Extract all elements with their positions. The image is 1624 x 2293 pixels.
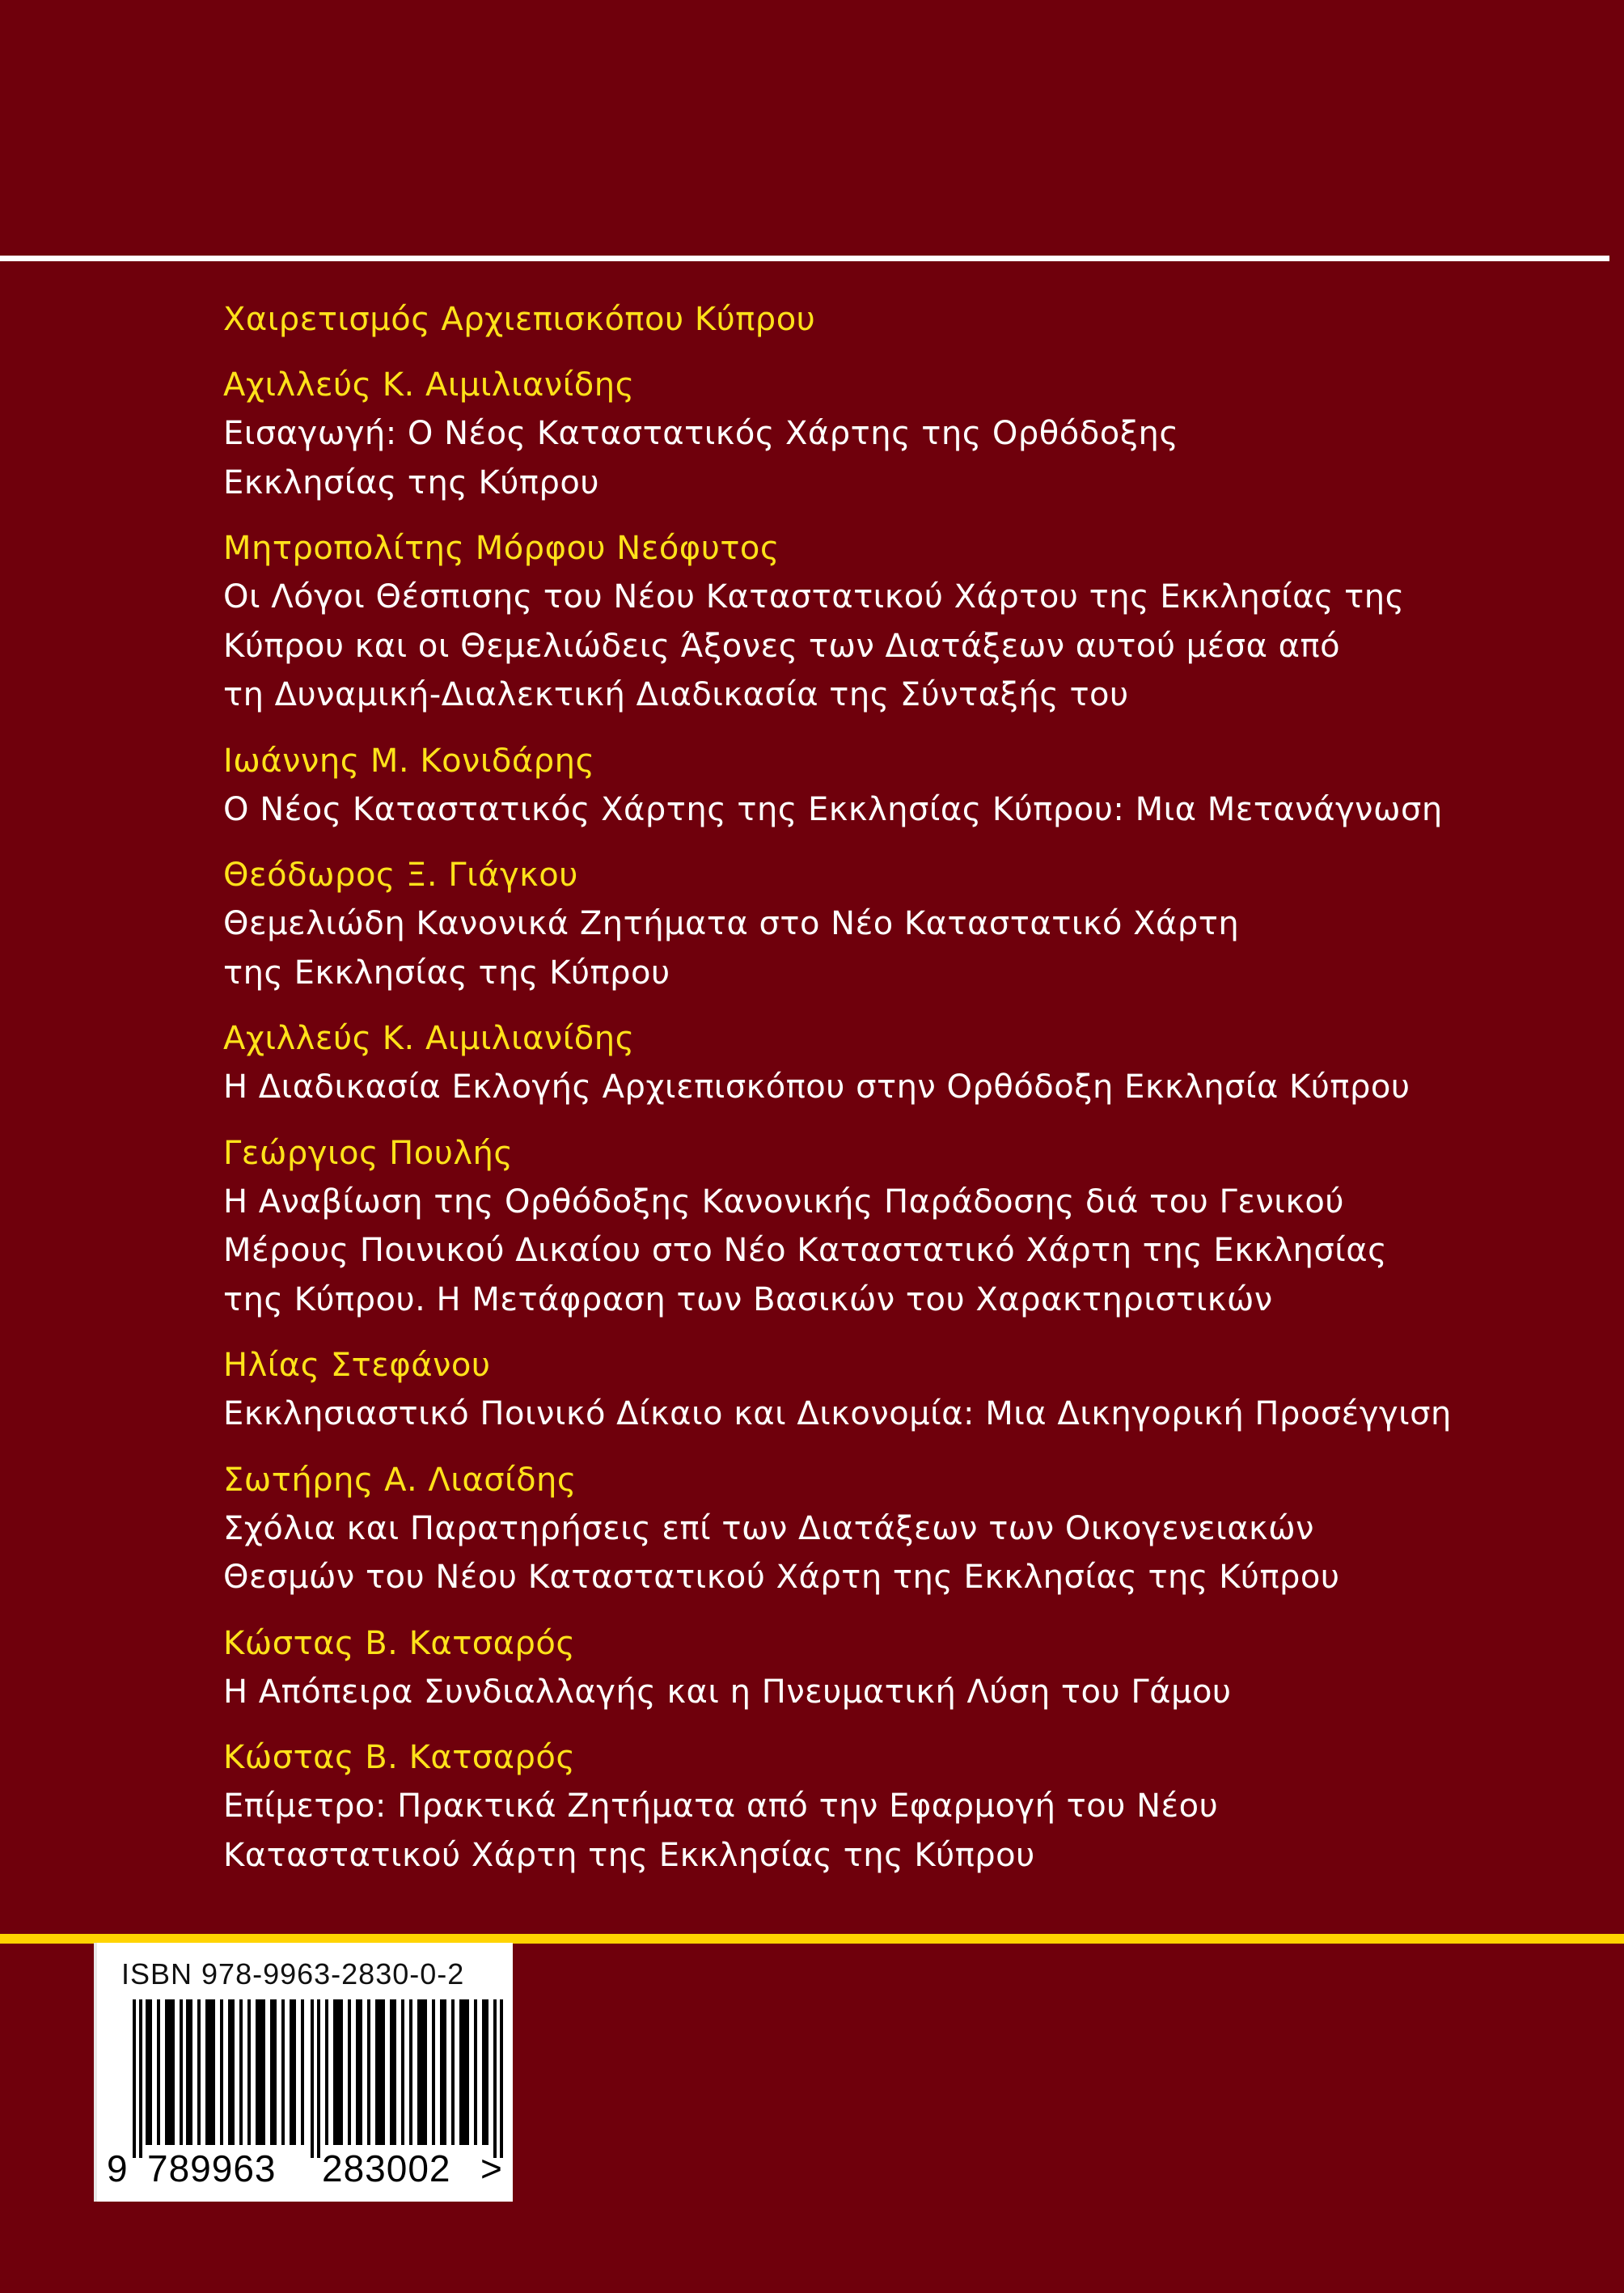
barcode-bar [228, 1999, 235, 2145]
top-rule [0, 256, 1609, 261]
entry-author: Ηλίας Στεφάνου [223, 1347, 491, 1384]
toc-entry [223, 1619, 1590, 1717]
barcode-bar [256, 1999, 265, 2145]
barcode-bar [317, 1999, 320, 2158]
barcode-bar [197, 1999, 201, 2145]
barcode-bar [325, 1999, 328, 2145]
barcode-bar [290, 1999, 296, 2145]
entry-title: Η Απόπειρα Συνδιαλλαγής και η Πνευματική Λύση του Γάμου [223, 1673, 1232, 1711]
barcode-bar [451, 1999, 455, 2145]
entry-title: Θεμελιώδη Κανονικά Ζητήματα στο Νέο Καταστατικό Χάρτη της Εκκλησίας της Κύπρου [223, 905, 1240, 992]
barcode-bar [500, 1999, 503, 2158]
barcode-bar [390, 1999, 396, 2145]
barcode-bar [157, 1999, 160, 2145]
barcode-panel [94, 1943, 513, 2202]
toc-entry [223, 361, 1590, 507]
barcode-bar [165, 1999, 175, 2145]
toc-entry [223, 524, 1590, 720]
barcode-bar [367, 1999, 370, 2145]
entry-title: Η Διαδικασία Εκλογής Αρχιεπισκόπου στην Ορθόδοξη Εκκλησία Κύπρου [223, 1068, 1410, 1106]
barcode-bar [186, 1999, 192, 2145]
barcode-arrow: > [480, 2147, 503, 2189]
barcode-digits-left: 789963 [147, 2147, 277, 2189]
barcode-bar [205, 1999, 215, 2145]
barcode-bar [239, 1999, 243, 2145]
barcode-bar [139, 1999, 142, 2158]
entry-author: Σωτήρης Α. Λιασίδης [223, 1461, 577, 1499]
entry-title: Σχόλια και Παρατηρήσεις επί των Διατάξεων των Οικογενειακών Θεσμών του Νέου Καταστατικού Χάρτη της Εκκλησίας της Κύπρου [223, 1509, 1340, 1596]
entry-author: Αχιλλεύς Κ. Αιμιλιανίδης [223, 1020, 635, 1057]
entry-title: Οι Λόγοι Θέσπισης του Νέου Καταστατικού Χάρτου της Εκκλησίας της Κύπρου και οι Θεμελιώδεις Άξονες των Διατάξεων αυτού μέσα από τη Δυναμική-Διαλεκτική Διαδικασία της Σύνταξής του [223, 578, 1405, 713]
toc-entry [223, 1456, 1590, 1602]
entry-author: Κώστας Β. Κατσαρός [223, 1739, 576, 1776]
toc-entry [223, 1341, 1590, 1439]
barcode-bars [133, 1999, 501, 2145]
barcode-bar [220, 1999, 223, 2145]
barcode-bar [247, 1999, 251, 2145]
entry-title: Ο Νέος Καταστατικός Χάρτης της Εκκλησίας Κύπρου: Μια Μετανάγνωση [223, 790, 1443, 828]
barcode-bar [356, 1999, 362, 2145]
toc-entry [223, 1014, 1590, 1112]
barcode-bar [440, 1999, 446, 2145]
barcode-bar [459, 1999, 469, 2145]
barcode-bar [311, 1999, 314, 2158]
entry-author: Ιωάννης Μ. Κονιδάρης [223, 742, 595, 780]
barcode-digit-first: 9 [107, 2147, 129, 2189]
barcode-bar [333, 1999, 343, 2145]
barcode-digits-right: 283002 [322, 2147, 451, 2189]
greeting-heading: Χαιρετισμός Αρχιεπισκόπου Κύπρου [223, 301, 816, 338]
barcode-bar [348, 1999, 351, 2145]
entry-author: Γεώργιος Πουλής [223, 1134, 514, 1172]
toc-entry [223, 1129, 1590, 1325]
barcode-bar [401, 1999, 404, 2145]
toc-entry [223, 1733, 1590, 1880]
barcode-bar [432, 1999, 435, 2145]
entry-author: Θεόδωρος Ξ. Γιάγκου [223, 857, 578, 894]
barcode-bar [133, 1999, 136, 2158]
entry-title: Εισαγωγή: Ο Νέος Καταστατικός Χάρτης της Ορθόδοξης Εκκλησίας της Κύπρου [223, 415, 1179, 501]
barcode-bar [146, 1999, 152, 2145]
barcode-bar [270, 1999, 277, 2145]
barcode-bar [281, 1999, 285, 2145]
entry-title: Η Αναβίωση της Ορθόδοξης Κανονικής Παράδοσης διά του Γενικού Μέρους Ποινικού Δικαίου στο Νέο Καταστατικό Χάρτη της Εκκλησίας της Κύπρου. Η Μετάφραση των Βασικών του Χαρακτηριστικών [223, 1182, 1388, 1318]
entry-author: Μητροπολίτης Μόρφου Νεόφυτος [223, 530, 780, 567]
barcode-bar [180, 1999, 183, 2145]
barcode-bar [375, 1999, 385, 2145]
toc-entry [223, 851, 1590, 997]
toc-entry [223, 737, 1590, 835]
isbn-label: ISBN 978-9963-2830-0-2 [121, 1957, 465, 1991]
entry-title: Εκκλησιαστικό Ποινικό Δίκαιο και Δικονομία: Μια Δικηγορική Προσέγγιση [223, 1395, 1452, 1432]
barcode-bar [493, 1999, 497, 2158]
entry-author: Αχιλλεύς Κ. Αιμιλιανίδης [223, 366, 635, 404]
barcode-bar [474, 1999, 477, 2145]
table-of-contents [223, 295, 1590, 1880]
barcode-bar [482, 1999, 488, 2145]
entry-author: Κώστας Β. Κατσαρός [223, 1624, 576, 1662]
barcode-bar [417, 1999, 427, 2145]
entry-title: Επίμετρο: Πρακτικά Ζητήματα από την Εφαρμογή του Νέου Καταστατικού Χάρτη της Εκκλησίας της Κύπρου [223, 1787, 1219, 1874]
barcode-bar [409, 1999, 412, 2145]
barcode-bar [301, 1999, 304, 2145]
